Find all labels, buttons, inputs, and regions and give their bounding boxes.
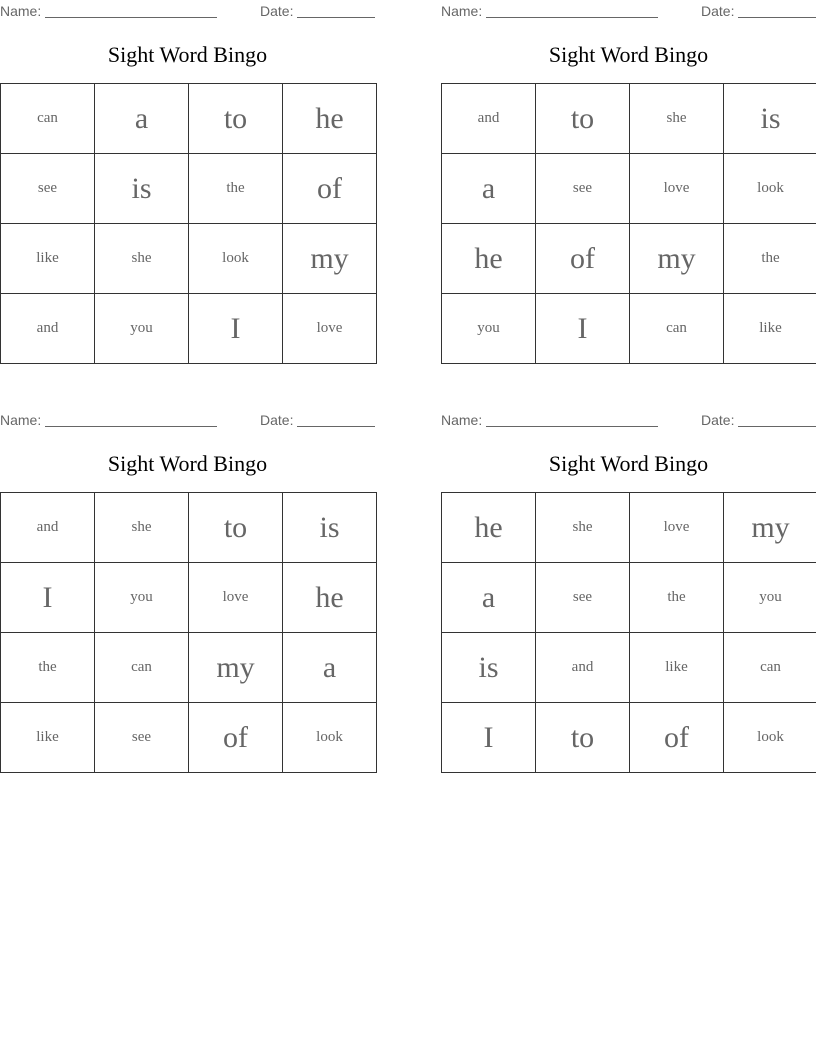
bingo-cell: see xyxy=(1,154,95,224)
bingo-cell: you xyxy=(724,563,816,633)
bingo-row xyxy=(442,294,816,364)
bingo-cell: can xyxy=(1,84,95,154)
bingo-cell: love xyxy=(630,493,724,563)
bingo-cell: to xyxy=(536,84,630,154)
bingo-grid xyxy=(0,83,377,364)
name-date-row xyxy=(441,412,816,428)
bingo-cell: he xyxy=(442,224,536,294)
date-label: Date: xyxy=(701,3,735,19)
name-blank-line xyxy=(486,412,658,427)
date-blank-line xyxy=(738,412,816,427)
bingo-cell: he xyxy=(283,84,377,154)
bingo-row xyxy=(1,493,377,563)
bingo-cell: she xyxy=(95,493,189,563)
bingo-cell: see xyxy=(95,703,189,773)
bingo-row xyxy=(1,154,377,224)
bingo-row xyxy=(1,84,377,154)
bingo-card xyxy=(0,409,375,779)
bingo-cell: he xyxy=(283,563,377,633)
bingo-row xyxy=(442,224,816,294)
name-label: Name: xyxy=(0,3,42,19)
bingo-row xyxy=(442,703,816,773)
bingo-card xyxy=(0,0,375,370)
bingo-row xyxy=(1,563,377,633)
bingo-cell: the xyxy=(630,563,724,633)
name-label: Name: xyxy=(441,3,483,19)
bingo-cell: like xyxy=(1,703,95,773)
bingo-grid xyxy=(441,83,816,364)
bingo-row xyxy=(442,633,816,703)
bingo-cell: a xyxy=(442,154,536,224)
date-label: Date: xyxy=(701,412,735,428)
bingo-cell: see xyxy=(536,154,630,224)
bingo-cell: a xyxy=(95,84,189,154)
bingo-cell: I xyxy=(1,563,95,633)
bingo-cell: to xyxy=(189,493,283,563)
bingo-cell: is xyxy=(283,493,377,563)
bingo-card xyxy=(441,0,816,370)
card-title: Sight Word Bingo xyxy=(548,42,709,67)
bingo-row xyxy=(442,84,816,154)
card-title: Sight Word Bingo xyxy=(107,42,268,67)
bingo-cell: a xyxy=(283,633,377,703)
bingo-cell: to xyxy=(189,84,283,154)
bingo-cell: like xyxy=(630,633,724,703)
bingo-cell: of xyxy=(630,703,724,773)
bingo-cell: is xyxy=(95,154,189,224)
bingo-cell: look xyxy=(283,703,377,773)
bingo-cell: she xyxy=(95,224,189,294)
bingo-cell: love xyxy=(189,563,283,633)
bingo-cell: and xyxy=(1,493,95,563)
bingo-cell: is xyxy=(442,633,536,703)
bingo-grid xyxy=(0,492,377,773)
bingo-cell: of xyxy=(283,154,377,224)
bingo-cell: of xyxy=(536,224,630,294)
bingo-cell: the xyxy=(1,633,95,703)
bingo-cell: you xyxy=(95,294,189,364)
name-label: Name: xyxy=(0,412,42,428)
bingo-cell: my xyxy=(630,224,724,294)
bingo-cell: I xyxy=(536,294,630,364)
bingo-cell: love xyxy=(283,294,377,364)
bingo-cell: she xyxy=(630,84,724,154)
bingo-cell: he xyxy=(442,493,536,563)
bingo-cell: love xyxy=(630,154,724,224)
bingo-cell: and xyxy=(1,294,95,364)
name-blank-line xyxy=(45,3,217,18)
bingo-cell: you xyxy=(442,294,536,364)
bingo-row xyxy=(1,703,377,773)
bingo-cell: can xyxy=(95,633,189,703)
name-date-row xyxy=(0,3,375,19)
bingo-cell: like xyxy=(1,224,95,294)
bingo-cell: can xyxy=(724,633,816,703)
bingo-card xyxy=(441,409,816,779)
date-label: Date: xyxy=(260,412,294,428)
bingo-row xyxy=(1,294,377,364)
bingo-cell: look xyxy=(724,154,816,224)
date-blank-line xyxy=(297,412,375,427)
name-blank-line xyxy=(45,412,217,427)
bingo-row xyxy=(442,493,816,563)
bingo-cell: you xyxy=(95,563,189,633)
bingo-cell: look xyxy=(189,224,283,294)
bingo-row xyxy=(1,224,377,294)
bingo-cell: see xyxy=(536,563,630,633)
date-blank-line xyxy=(738,3,816,18)
bingo-cell: a xyxy=(442,563,536,633)
card-title: Sight Word Bingo xyxy=(548,451,709,476)
bingo-cell: like xyxy=(724,294,816,364)
bingo-cell: of xyxy=(189,703,283,773)
bingo-row xyxy=(1,633,377,703)
bingo-cell: my xyxy=(283,224,377,294)
name-date-row xyxy=(441,3,816,19)
bingo-cell: she xyxy=(536,493,630,563)
bingo-grid xyxy=(441,492,816,773)
date-label: Date: xyxy=(260,3,294,19)
bingo-cell: I xyxy=(189,294,283,364)
bingo-cell: I xyxy=(442,703,536,773)
bingo-cell: and xyxy=(536,633,630,703)
bingo-cell: my xyxy=(189,633,283,703)
bingo-row xyxy=(442,154,816,224)
bingo-cell: can xyxy=(630,294,724,364)
bingo-cell: is xyxy=(724,84,816,154)
bingo-row xyxy=(442,563,816,633)
bingo-cell: my xyxy=(724,493,816,563)
name-blank-line xyxy=(486,3,658,18)
bingo-cell: the xyxy=(189,154,283,224)
bingo-cell: the xyxy=(724,224,816,294)
name-date-row xyxy=(0,412,375,428)
card-title: Sight Word Bingo xyxy=(107,451,268,476)
date-blank-line xyxy=(297,3,375,18)
bingo-cell: look xyxy=(724,703,816,773)
bingo-cell: to xyxy=(536,703,630,773)
name-label: Name: xyxy=(441,412,483,428)
bingo-cell: and xyxy=(442,84,536,154)
